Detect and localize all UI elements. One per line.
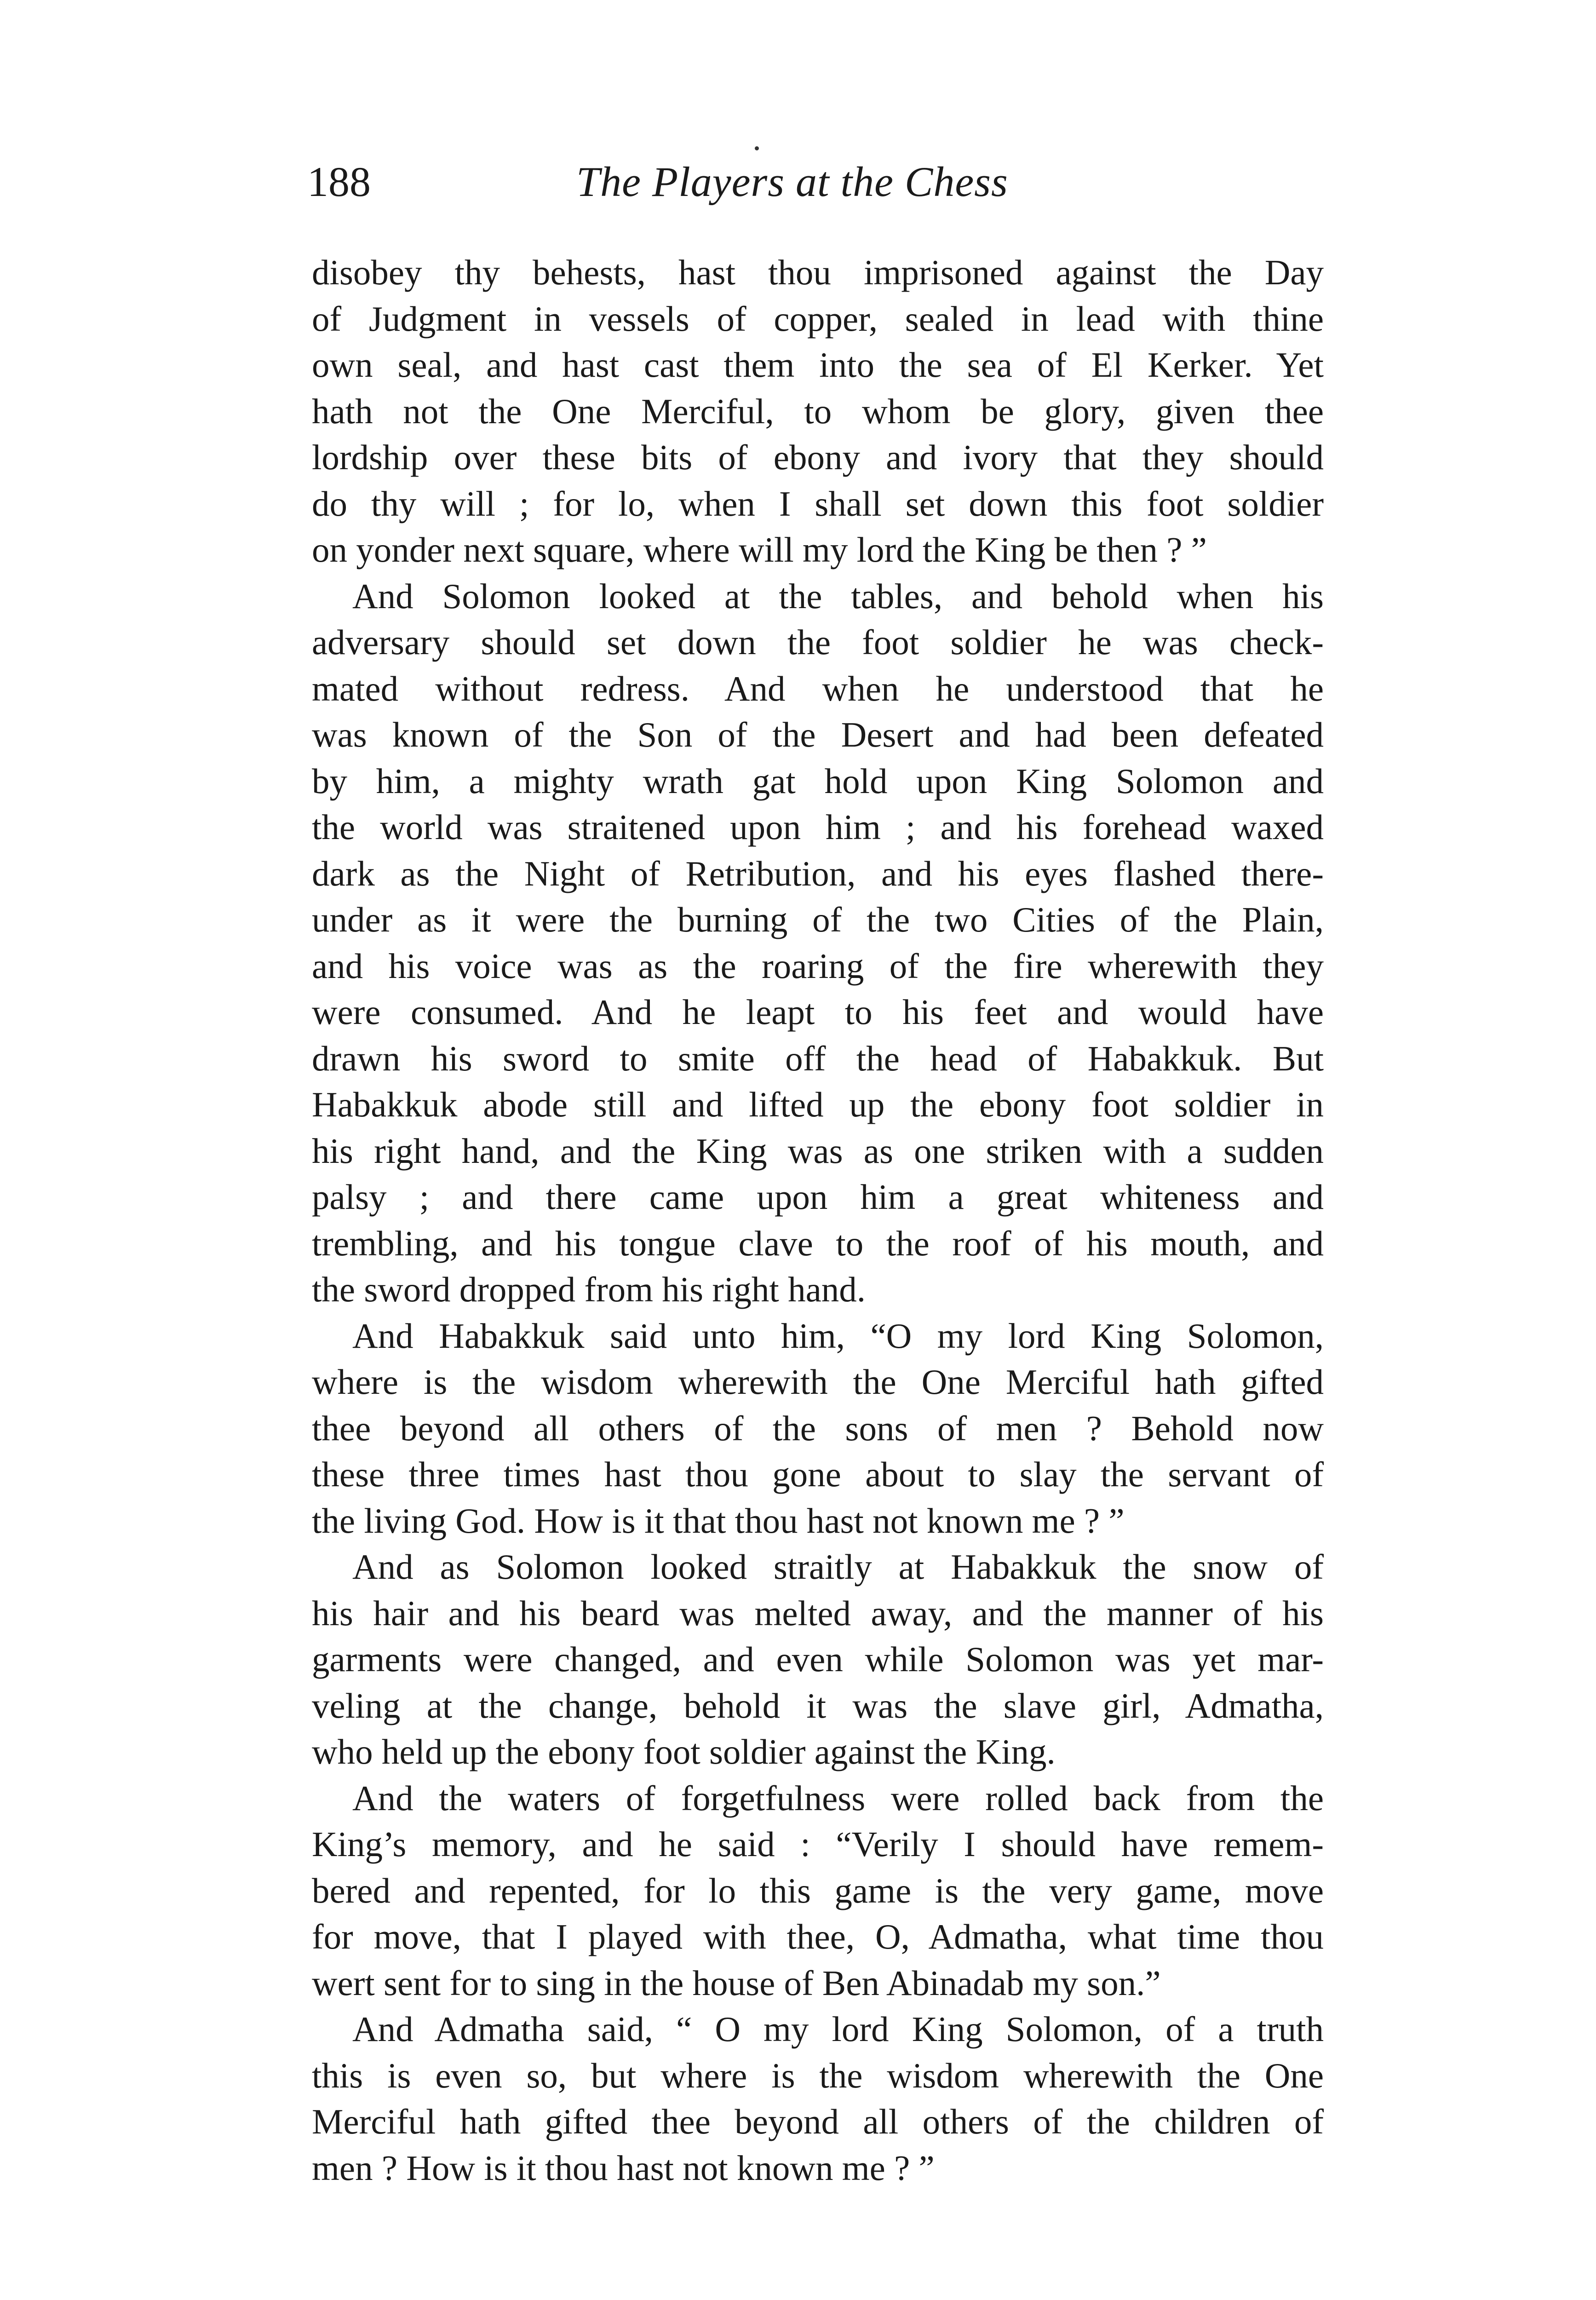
text-line: veling at the change, behold it was the slave girl, Admatha, [312,1685,1324,1725]
text-line: drawn his sword to smite off the head of Habakkuk. But [312,1038,1324,1078]
print-speck [755,146,759,150]
text-line: his hair and his beard was melted away, and the manner of his [312,1593,1324,1633]
text-line: was known of the Son of the Desert and had been defeated [312,715,1324,754]
text-line: by him, a mighty wrath gat hold upon King Solomon and [312,761,1324,801]
text-line: the world was straitened upon him ; and his forehead waxed [312,807,1324,847]
text-line: adversary should set down the foot soldier he was check- [312,622,1324,662]
text-line: these three times hast thou gone about to slay the servant of [312,1455,1324,1494]
text-line: garments were changed, and even while Solomon was yet mar- [312,1639,1324,1679]
text-line: And Admatha said, “ O my lord King Solomon, of a truth [352,2009,1324,2049]
text-line: for move, that I played with thee, O, Admatha, what time thou [312,1917,1324,1956]
text-line: And Habakkuk said unto him, “O my lord King Solomon, [352,1316,1324,1356]
running-head [307,154,1342,218]
text-line: thee beyond all others of the sons of men ? Behold now [312,1408,1324,1448]
text-line: the living God. How is it that thou hast not known me ? ” [312,1501,1125,1541]
text-line: Habakkuk abode still and lifted up the ebony foot soldier in [312,1085,1324,1124]
running-title: The Players at the Chess [576,158,1008,205]
text-line: were consumed. And he leapt to his feet and would have [312,992,1324,1032]
text-line: do thy will ; for lo, when I shall set down this foot soldier [312,483,1324,523]
text-line: own seal, and hast cast them into the sea of El Kerker. Yet [312,345,1324,385]
text-line: palsy ; and there came upon him a great whiteness and [312,1177,1324,1217]
text-line: hath not the One Merciful, to whom be glory, given thee [312,391,1324,431]
text-line: his right hand, and the King was as one striken with a sudden [312,1131,1324,1171]
text-line: the sword dropped from his right hand. [312,1270,866,1309]
text-line: and his voice was as the roaring of the fire wherewith they [312,946,1324,986]
text-line: on yonder next square, where will my lord the King be then ? ” [312,530,1207,569]
text-line: this is even so, but where is the wisdom wherewith the One [312,2055,1324,2095]
text-line: King’s memory, and he said : “Verily I should have remem- [312,1824,1324,1864]
text-line: And Solomon looked at the tables, and behold when his [352,576,1324,616]
page-number: 188 [307,158,371,205]
text-line: trembling, and his tongue clave to the roof of his mouth, and [312,1223,1324,1263]
text-line: And the waters of forgetfulness were rolled back from the [352,1778,1324,1818]
text-line: mated without redress. And when he understood that he [312,668,1324,708]
text-line: dark as the Night of Retribution, and his eyes flashed there- [312,853,1324,893]
text-line: who held up the ebony foot soldier against the King. [312,1732,1056,1771]
text-line: Merciful hath gifted thee beyond all others of the children of [312,2102,1324,2141]
text-line: disobey thy behests, hast thou imprisoned against the Day [312,253,1324,292]
body-text [312,249,1324,2191]
text-line: where is the wisdom wherewith the One Merciful hath gifted [312,1362,1324,1402]
text-line: of Judgment in vessels of copper, sealed in lead with thine [312,299,1324,339]
text-line: under as it were the burning of the two Cities of the Plain, [312,900,1324,939]
text-line: wert sent for to sing in the house of Ben Abinadab my son.” [312,1963,1161,2003]
text-line: men ? How is it thou hast not known me ? ” [312,2148,935,2188]
text-line: lordship over these bits of ebony and ivory that they should [312,437,1324,477]
text-line: bered and repented, for lo this game is the very game, move [312,1870,1324,1910]
text-line: And as Solomon looked straitly at Habakkuk the snow of [352,1547,1324,1587]
